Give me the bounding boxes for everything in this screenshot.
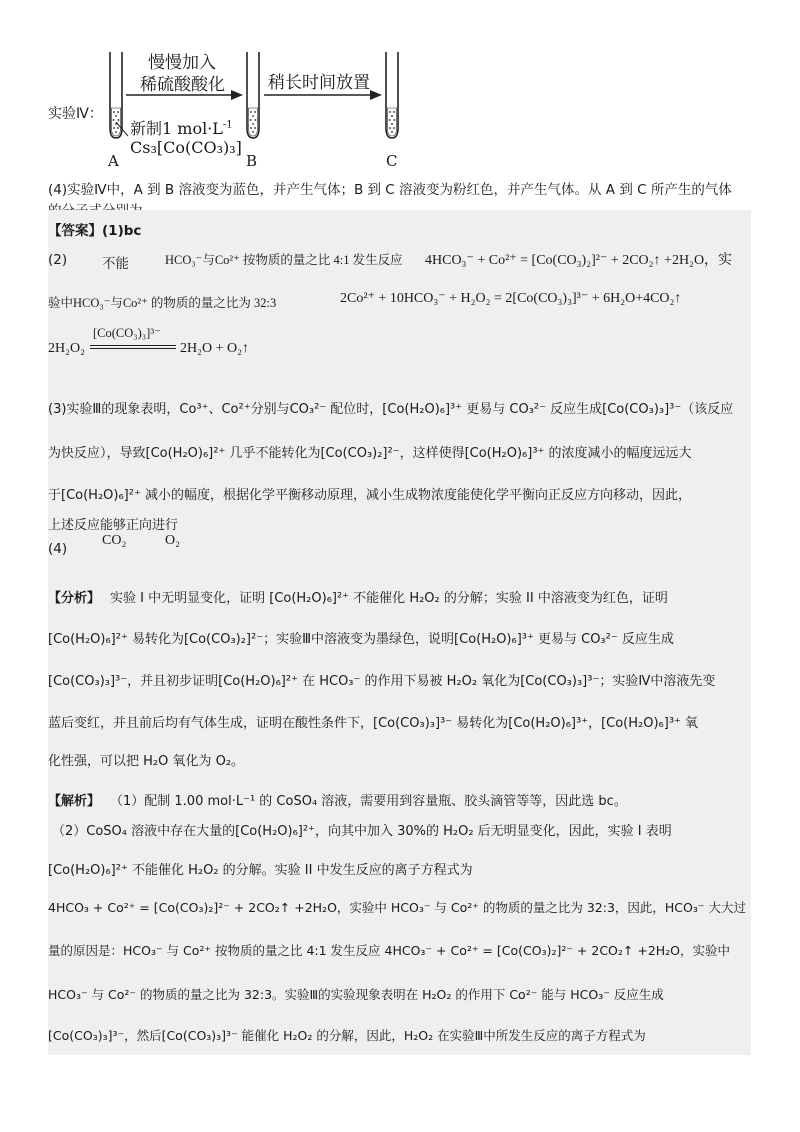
explanation-line3: [Co(H₂O)₆]²⁺ 不能催化 H₂O₂ 的分解。实验 II 中发生反应的离子方程式为 [48, 863, 473, 878]
arrowhead-a-to-b [231, 90, 243, 100]
answer4-gas1: CO₂ [102, 533, 127, 548]
analysis-line4: 蓝后变红，并且前后均有气体生成，证明在酸性条件下，[Co(CO₃)₃]³⁻ 易转化为[Co(H₂O)₆]³⁺，[Co(H₂O)₆]³⁺ 氧 [48, 716, 699, 731]
question4-line1: (4)实验Ⅳ中，A 到 B 溶液变为蓝色，并产生气体；B 到 C 溶液变为粉红色，并产生气体。从 A 到 C 所产生的气体 [48, 182, 732, 198]
answer2-line2: 验中HCO₃⁻与Co²⁺ 的物质的量之比为 32:3 [48, 296, 277, 310]
explanation-line2: （2）CoSO₄ 溶液中存在大量的[Co(H₂O)₆]²⁺，向其中加入 30%的 H₂O₂ 后无明显变化，因此，实验 I 表明 [52, 824, 672, 839]
explanation-line6: HCO₃⁻ 与 Co²⁻ 的物质的量之比为 32:3。实验Ⅲ的实验现象表明在 H₂O₂ 的作用下 Co²⁻ 能与 HCO₃⁻ 反应生成 [48, 987, 664, 1002]
tube-b-label: B [246, 152, 258, 170]
arrowhead-b-to-c [370, 90, 382, 100]
explanation-header: 【解析】 [48, 794, 101, 809]
experiment-diagram-graphic [0, 0, 800, 180]
explanation-line7: [Co(CO₃)₃]³⁻，然后[Co(CO₃)₃]³⁻ 能催化 H₂O₂ 的分解，因此，H₂O₂ 在实验Ⅲ中所发生反应的离子方程式为 [48, 1028, 646, 1043]
reagent-line1: 新制1 $mol\cdot L^{-1}$ [130, 119, 233, 138]
answer3-line3: 于[Co(H₂O)₆]²⁺ 减小的幅度，根据化学平衡移动原理，减小生成物浓度能使化学平衡向正反应方向移动，因此， [48, 488, 691, 503]
experiment-label: 实验Ⅳ： [48, 106, 103, 122]
answer4-gas2: O₂ [165, 533, 180, 548]
answer2-eq3-right: 2H₂O + O₂↑ [180, 341, 249, 356]
step1-top-label: 慢慢加入 [148, 53, 216, 73]
explanation-line4: 4HCO₃ + Co²⁺ = [Co(CO₃)₂]²⁻ + 2CO₂↑ +2H₂O，实验中 HCO₃⁻ 与 Co²⁺ 的物质的量之比为 32:3，因此，HCO₃⁻ 大大过 [48, 900, 746, 915]
answer4-number: (4) [48, 541, 68, 557]
tube-c-label: C [386, 152, 398, 170]
answer2-equation2: 2Co²⁺ + 10HCO₃⁻ + H₂O₂ = 2[Co(CO₃)₃]³⁻ + 6H₂O+4CO₂↑ [340, 291, 682, 306]
explanation-line1: （1）配制 1.00 mol·L⁻¹ 的 CoSO₄ 溶液，需要用到容量瓶、胶头滴管等等，因此选 bc。 [110, 794, 627, 809]
answer-header: 【答案】(1)bc [48, 223, 142, 239]
analysis-header: 【分析】 [48, 591, 101, 606]
tube-a-label: A [108, 152, 119, 170]
equilibrium-bar-bottom [90, 348, 176, 349]
answer3-line2: 为快反应），导致[Co(H₂O)₆]²⁺ 几乎不能转化为[Co(CO₃)₂]²⁻，这样使得[Co(H₂O)₆]³⁺ 的浓度减小的幅度远远大 [48, 446, 692, 461]
step1-bottom-label: 稀硫酸酸化 [140, 75, 225, 95]
analysis-line5: 化性强，可以把 H₂O 氧化为 O₂。 [48, 754, 245, 769]
answer2-equation1: 4HCO₃⁻ + Co²⁺ = [Co(CO₃)₂]²⁻ + 2CO₂↑ +2H₂O，实 [425, 253, 733, 268]
analysis-line2: [Co(H₂O)₆]²⁺ 易转化为[Co(CO₃)₂]²⁻；实验Ⅲ中溶液变为墨绿色，说明[Co(H₂O)₆]³⁺ 更易与 CO₃²⁻ 反应生成 [48, 632, 674, 647]
reagent-sup: -1 [222, 119, 233, 131]
answer3-line1: (3)实验Ⅲ的现象表明，Co³⁺、Co²⁺分别与CO₃²⁻ 配位时，[Co(H₂O)₆]³⁺ 更易与 CO₃²⁻ 反应生成[Co(CO₃)₃]³⁻（该反应 [48, 402, 734, 417]
reagent-line2: Cs₃[Co(CO₃)₃] [130, 138, 242, 157]
answer2-number: (2) [48, 252, 68, 268]
answer2-eq3-left: 2H₂O₂ [48, 341, 85, 356]
analysis-line1: 实验 I 中无明显变化，证明 [Co(H₂O)₆]²⁺ 不能催化 H₂O₂ 的分解；实验 II 中溶液变为红色，证明 [110, 591, 668, 606]
explanation-line5: 量的原因是：HCO₃⁻ 与 Co²⁺ 按物质的量之比 4:1 发生反应 4HCO₃⁻ + Co²⁺ = [Co(CO₃)₂]²⁻ + 2CO₂↑ +2H₂O，实验中 [48, 943, 731, 958]
answer2-eq3-catalyst: [Co(CO₃)₃]³⁻ [93, 326, 161, 340]
answer2-reason: HCO₃⁻与Co²⁺ 按物质的量之比 4:1 发生反应 [165, 253, 403, 267]
step2-label: 稍长时间放置 [268, 73, 370, 93]
analysis-line3: [Co(CO₃)₃]³⁻，并且初步证明[Co(H₂O)₆]²⁺ 在 HCO₃⁻ 的作用下易被 H₂O₂ 氧化为[Co(CO₃)₃]³⁻；实验Ⅳ中溶液先变 [48, 674, 716, 689]
test-tube-c-icon [386, 52, 398, 138]
test-tube-a-icon [110, 52, 128, 138]
test-tube-b-icon [247, 52, 259, 138]
equilibrium-bar-top [90, 345, 176, 346]
answer2-cannot: 不能 [102, 256, 129, 272]
answer3-line4: 上述反应能够正向进行 [48, 518, 179, 533]
